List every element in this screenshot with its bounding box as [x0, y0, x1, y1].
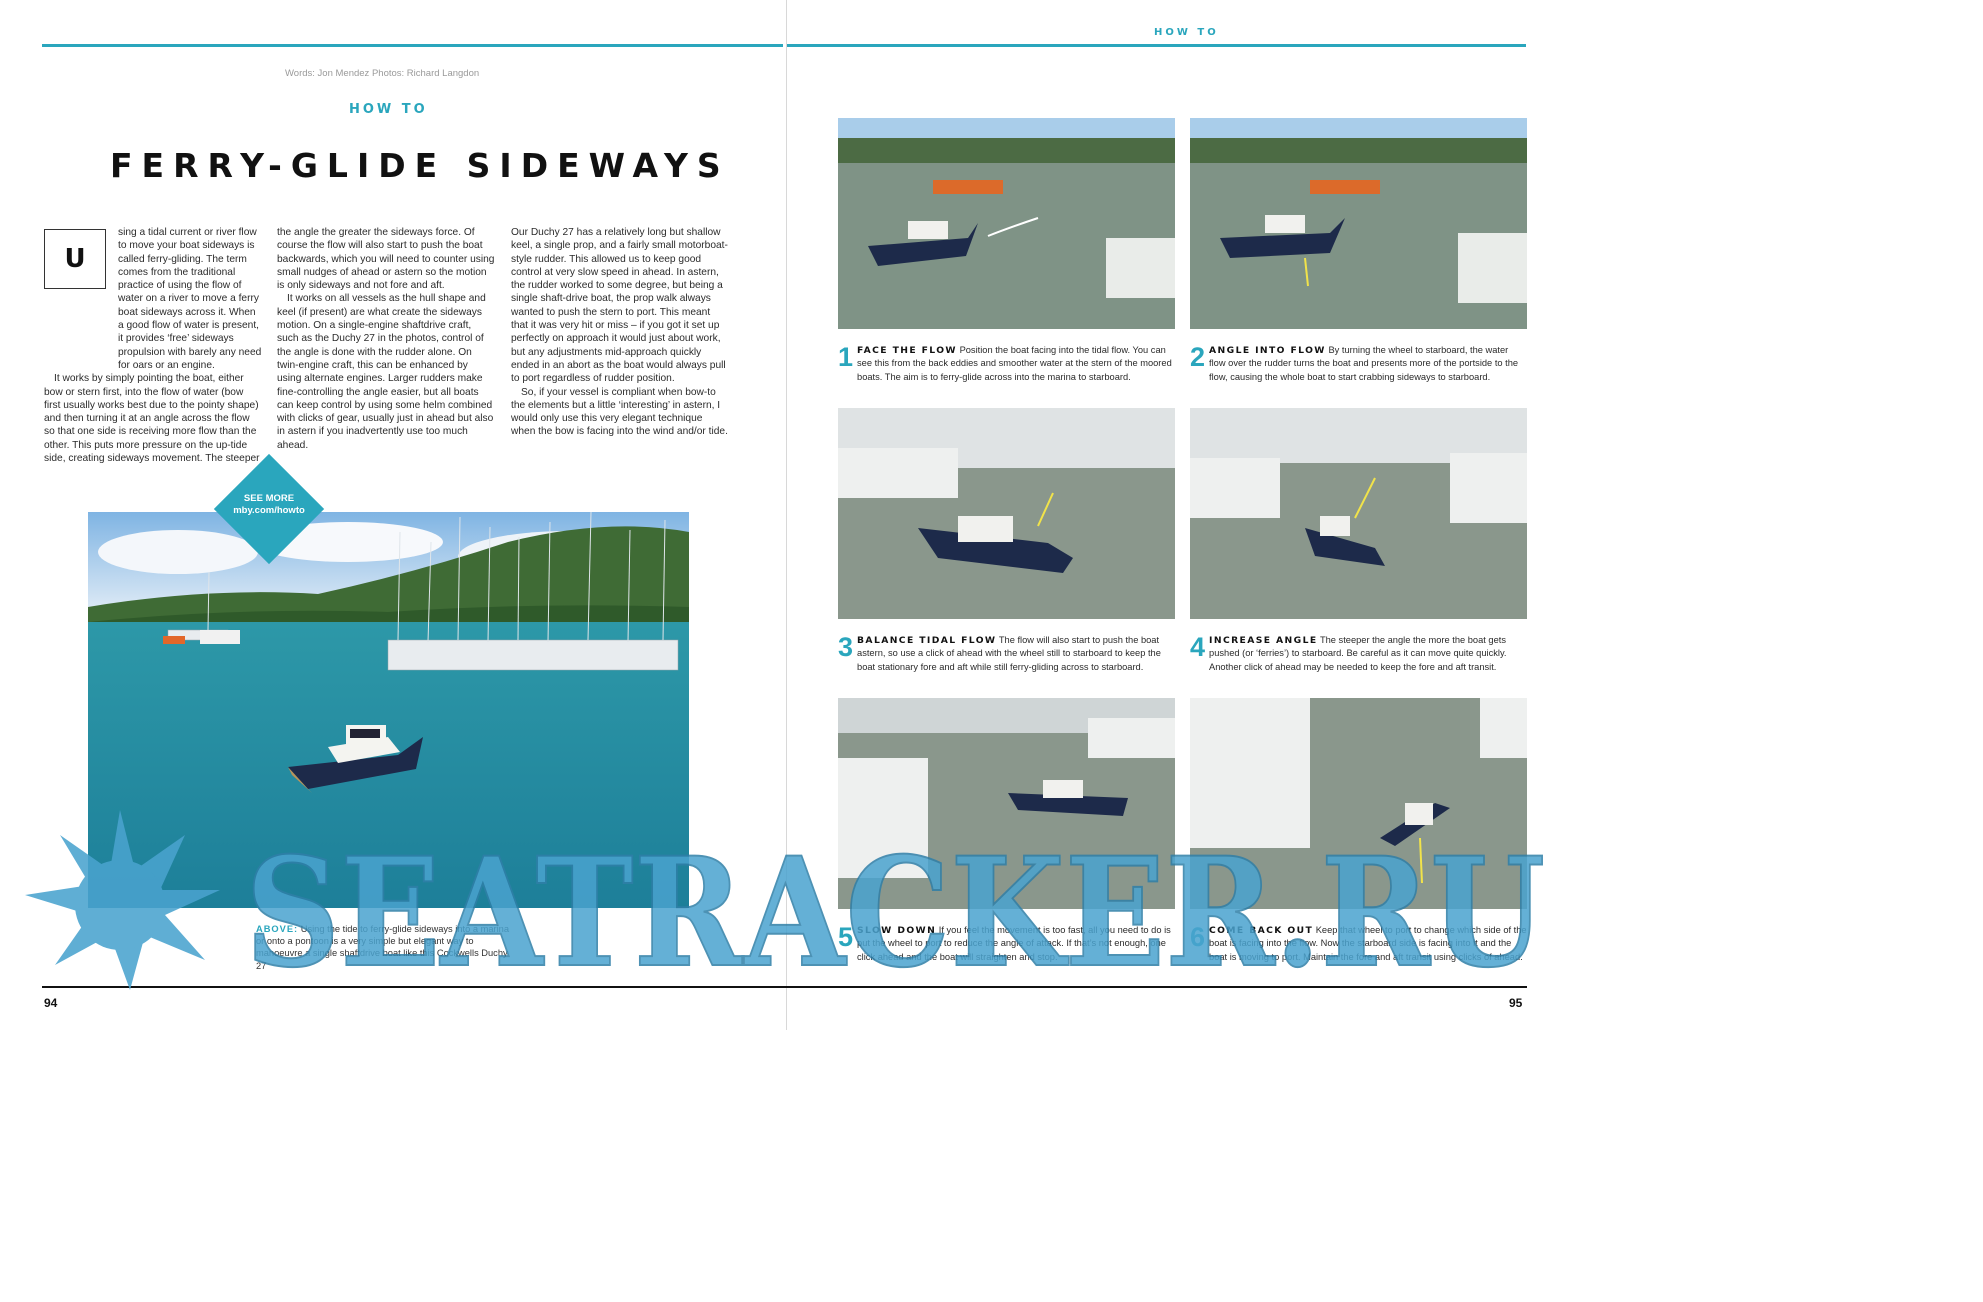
step-caption-4 [1190, 634, 1527, 674]
step-body: The steeper the angle the more the boat gets pushed (or ‘ferries’) to starboard. Be careful as it can move quite quickly. Another click of ahead may be needed to keep the fore and aft transit. [1209, 635, 1507, 672]
caption-label: ABOVE: [256, 924, 299, 934]
section-kicker: HOW TO [349, 102, 428, 117]
step-number: 2 [1190, 342, 1206, 372]
step-caption-2 [1190, 344, 1527, 384]
step-photo-2 [1190, 118, 1527, 329]
page-number-right: 95 [1509, 996, 1523, 1010]
step-photo-4 [1190, 408, 1527, 619]
step-body: By turning the wheel to starboard, the water flow over the rudder turns the boat and presents more of the portside to the flow, causing the whole boat to start crabbing sideways to starboard. [1209, 345, 1519, 382]
step-photo-5 [838, 698, 1175, 909]
step-body: Position the boat facing into the tidal flow. You can see this from the back eddies and smoother water at the stern of the moored boats. The aim is to ferry-glide across into the marina to starboard. [857, 345, 1172, 382]
top-rule-left [42, 44, 783, 47]
step-number: 6 [1190, 922, 1206, 952]
main-photo [88, 512, 689, 908]
step-caption-5 [838, 924, 1175, 964]
step-number: 1 [838, 342, 854, 372]
body-column-1 [44, 226, 262, 465]
page-spine [786, 0, 787, 1030]
step-title: INCREASE ANGLE [1209, 635, 1318, 646]
step-number: 3 [838, 632, 854, 662]
step-title: ANGLE INTO FLOW [1209, 345, 1326, 356]
step-number: 5 [838, 922, 854, 952]
caption-text: Using the tide to ferry-glide sideways into a marina or onto a pontoon is a very simple but elegant way to manoeuvre a single shaftdrive boat like this Cockwells Duchy 27 [256, 924, 509, 971]
step-body: The flow will also start to push the boat astern, so use a click of ahead with the wheel still to starboard to keep the boat stationary fore and aft while still ferry-gliding across to starboard. [857, 635, 1161, 672]
paragraph: sing a tidal current or river flow to move your boat sideways is called ferry-gliding. The term comes from the traditional practice of using the flow of water on a river to move a ferry boat sideways across it. When a good flow of water is present, it provides ‘free’ sideways propulsion with barely any need for oars or an engine. [118, 227, 262, 371]
article-title: FERRY-GLIDE SIDEWAYS [110, 146, 730, 185]
paragraph: It works on all vessels as the hull shape and keel (if present) are what create the sideways motion. On a single-engine shaftdrive craft, such as the Duchy 27 in the photos, control of the angle is done with the rudder alone. On twin-engine craft, this can be enhanced by using alternate engines. Larger rudders make fine-controlling the angle easier, but all boats can keep control by using some helm combined with clicks of gear, usually just in ahead but also in astern if you inadvertently use too much ahead. [277, 293, 494, 451]
page-number-left: 94 [44, 996, 58, 1010]
step-title: SLOW DOWN [857, 925, 937, 936]
bottom-rule [42, 986, 1527, 988]
step-body: Keep that wheel to port to change which side of the boat is facing into the flow. Now the starboard side is facing into it and the boat is moving to port. Maintain the fore and aft transit using clicks of ahead. [1209, 925, 1527, 962]
paragraph: So, if your vessel is compliant when bow-to the elements but a little ‘interesting’ in astern, I would only use this very elegant technique when the bow is facing into the wind and/or tide. [511, 386, 728, 438]
body-column-3 [511, 226, 729, 439]
credits: Words: Jon Mendez Photos: Richard Langdon [285, 68, 480, 79]
step-title: COME BACK OUT [1209, 925, 1314, 936]
top-rule-right [787, 44, 1526, 47]
step-body: If you feel the movement is too fast, all you need to do is put the wheel to port to reduce the angle of attack. If that’s not enough, one click ahead and the boat will straighten and stop. [857, 925, 1171, 962]
step-photo-1 [838, 118, 1175, 329]
step-caption-3 [838, 634, 1175, 674]
paragraph: Our Duchy 27 has a relatively long but shallow keel, a single prop, and a fairly small motorboat-style rudder. This allowed us to keep good control at very slow speed in ahead. In astern, the rudder worked to some degree, but being a single shaft-drive boat, the prop walk always wanted to push the stern to port. This meant that it was very hit or miss – if you got it set up perfectly on approach it would just about work, but any adjustments mid-approach quickly ended in an abort as the boat would always pull to port regardless of rudder position. [511, 227, 728, 385]
body-column-2 [277, 226, 495, 452]
watermark-text: SEATRACKER.RU [245, 825, 1545, 990]
step-photo-3 [838, 408, 1175, 619]
paragraph: It works by simply pointing the boat, either bow or stern first, into the flow of water (bow first usually works best due to the pointy shape) and then turning it at an angle across the flow so that one side is receiving more flow than the other. This puts more pressure on the up-tide side, creating sideways movement. The steeper [44, 373, 260, 465]
step-photo-6 [1190, 698, 1527, 909]
see-more-label: SEE MORE [243, 493, 295, 504]
step-title: BALANCE TIDAL FLOW [857, 635, 997, 646]
harbour-scene-illustration [88, 512, 689, 908]
step-title: FACE THE FLOW [857, 345, 957, 356]
section-kicker-right: HOW TO [1154, 27, 1219, 38]
drop-cap: U [44, 229, 106, 289]
paragraph: the angle the greater the sideways force. Of course the flow will also start to push the boat backwards, which you will need to counter using small nudges of ahead or astern so the motion is only sideways and not fore and aft. [277, 227, 495, 292]
see-more-url[interactable]: mby.com/howto [233, 505, 305, 516]
step-caption-1 [838, 344, 1175, 384]
step-caption-6 [1190, 924, 1527, 964]
see-more-text[interactable] [219, 493, 319, 517]
photo-caption [256, 923, 518, 972]
step-number: 4 [1190, 632, 1206, 662]
